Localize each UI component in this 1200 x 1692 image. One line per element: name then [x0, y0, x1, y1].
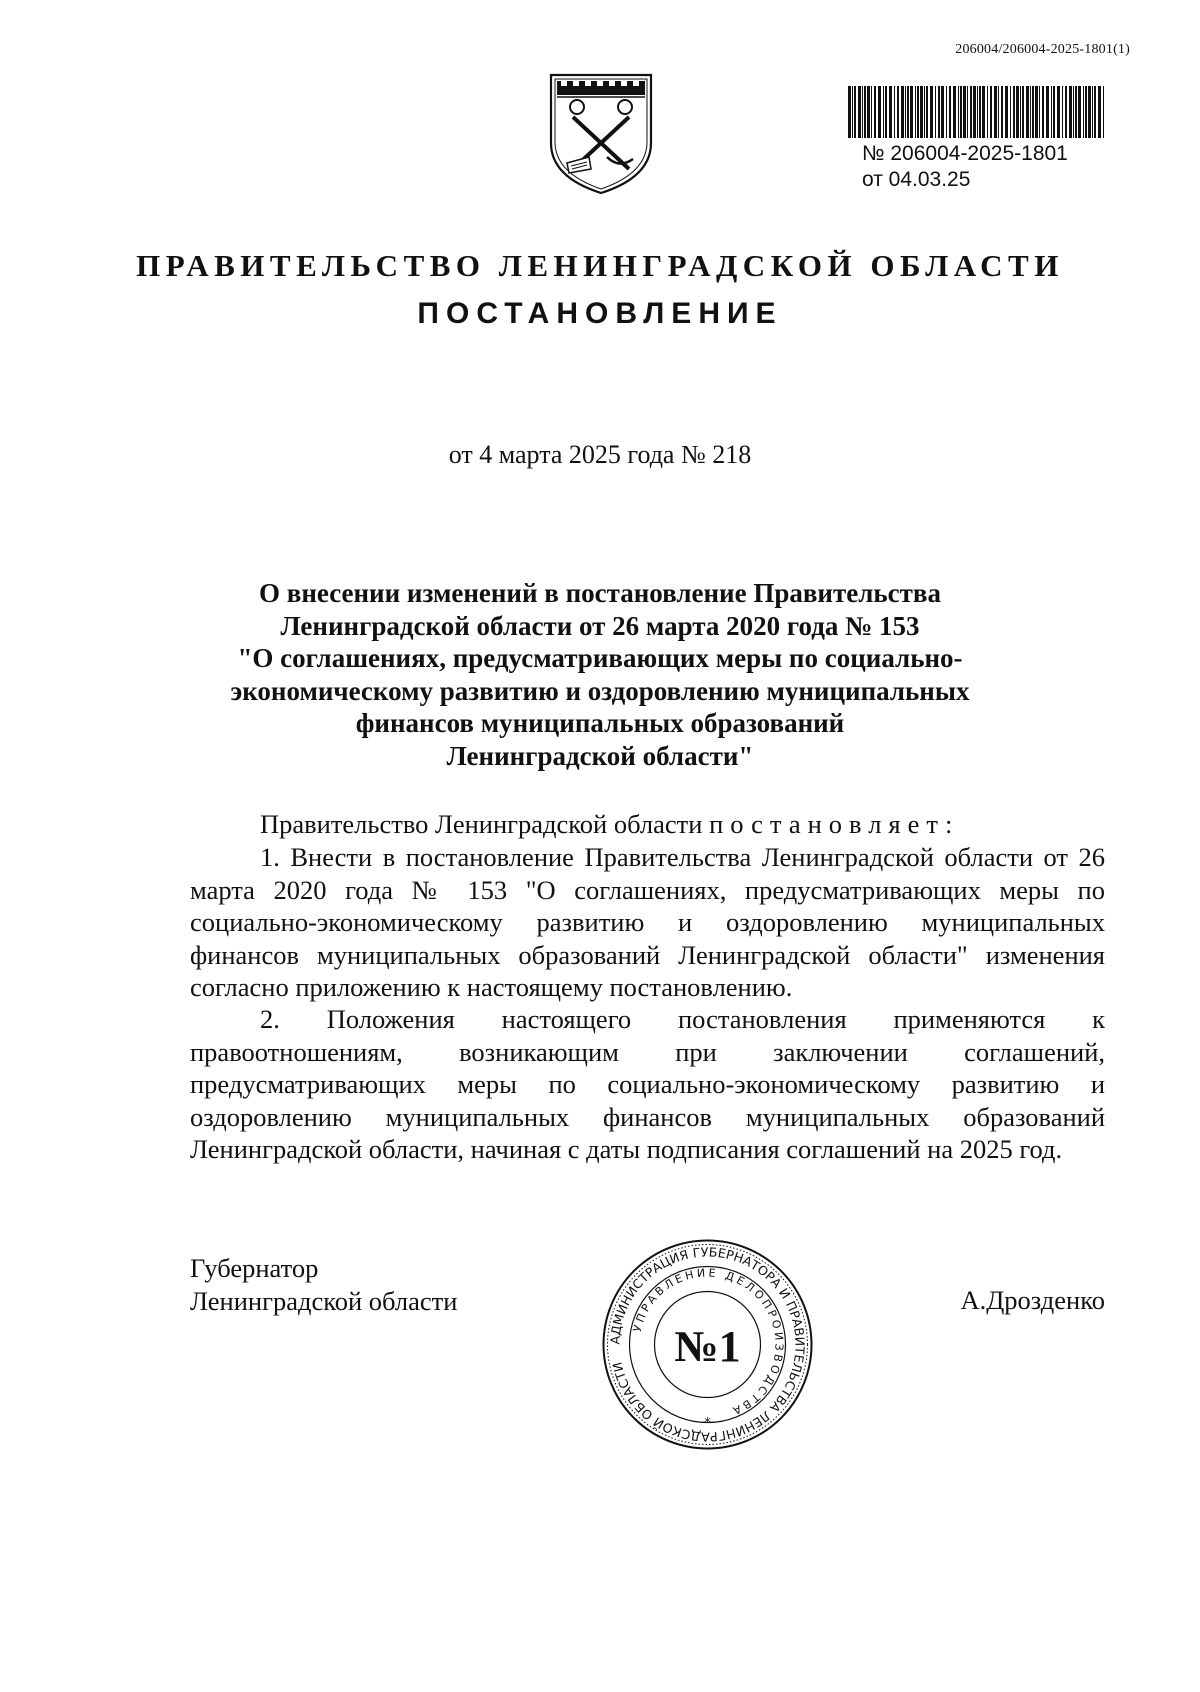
barcode-bar	[871, 86, 872, 138]
barcode-bar	[982, 86, 985, 138]
barcode-bar	[1035, 86, 1038, 138]
signatory-title-line: Ленинградской области	[190, 1285, 458, 1316]
barcode-icon	[848, 86, 1108, 138]
barcode-bar	[901, 86, 904, 138]
barcode-bar	[897, 86, 899, 138]
barcode-bar	[867, 86, 870, 138]
barcode-bar	[1051, 86, 1052, 138]
document-date-number: от 4 марта 2025 года № 218	[448, 440, 752, 469]
barcode-bar	[920, 86, 923, 138]
subject-line: Ленинградской области от 26 марта 2020 года № 153	[280, 610, 920, 641]
barcode-bar	[990, 86, 992, 138]
barcode-bar	[1078, 86, 1081, 138]
barcode-bar	[994, 86, 997, 138]
barcode-bar	[935, 86, 936, 138]
svg-text:*: *	[704, 1416, 711, 1431]
barcode-bar	[1088, 86, 1091, 138]
barcode-bar	[1062, 86, 1063, 138]
official-seal	[600, 1237, 815, 1452]
signatory-title-line: Губернатор	[190, 1253, 319, 1283]
barcode-bar	[858, 86, 861, 138]
barcode-bar	[1022, 86, 1024, 138]
barcode-bar	[1053, 86, 1055, 138]
barcode-bar	[926, 86, 928, 138]
barcode-bar	[852, 86, 853, 138]
barcode-bar	[885, 86, 887, 138]
barcode-bar	[1005, 86, 1008, 138]
barcode-bar	[1032, 86, 1034, 138]
barcode-bar	[1094, 86, 1096, 138]
document-id: 206004/206004-2025-1801(1)	[955, 42, 1130, 57]
barcode-bar	[1026, 86, 1029, 138]
document-subject	[200, 577, 1000, 772]
barcode-bar	[1042, 86, 1044, 138]
barcode-bar	[1057, 86, 1060, 138]
barcode-bar	[938, 86, 940, 138]
barcode-bar	[1046, 86, 1049, 138]
registration-date: от 04.03.25	[862, 168, 971, 191]
barcode-bar	[1016, 86, 1019, 138]
barcode-bar	[1013, 86, 1015, 138]
barcode-bar	[953, 86, 956, 138]
barcode-bar	[1085, 86, 1087, 138]
barcode-bar	[998, 86, 999, 138]
barcode-bar	[1103, 86, 1104, 138]
barcode-bar	[979, 86, 981, 138]
barcode-bar	[930, 86, 933, 138]
subject-line: Ленинградской области"	[446, 740, 754, 771]
clause-1: 1. Внести в постановление Правительства Ленинградской области от 26 марта 2020 года № 153 "О соглашениях, предусматривающих меры по социально-экономическому развитию и оздоровлению муниципальных финансов муниципальных образований Ленинградской области" изменения согласно приложению к настоящему постановлению.	[190, 842, 1105, 1002]
barcode-bar	[963, 86, 966, 138]
subject-line: "О соглашениях, предусматривающих меры по социально-	[237, 643, 963, 673]
barcode-bar	[924, 86, 925, 138]
signatory-title	[190, 1252, 457, 1317]
barcode-bar	[917, 86, 919, 138]
barcode-bar	[848, 86, 851, 138]
registration-number: № 206004-2025-1801	[862, 142, 1068, 165]
barcode-bar	[905, 86, 906, 138]
preamble-verb: постановляет:	[709, 809, 960, 839]
barcode-bar	[1039, 86, 1040, 138]
barcode-bar	[907, 86, 909, 138]
subject-line: экономическому развитию и оздоровлению муниципальных	[230, 675, 970, 706]
preamble-lead: Правительство Ленинградской области	[260, 809, 703, 839]
barcode-bar	[883, 86, 884, 138]
barcode-bar	[960, 86, 962, 138]
barcode-bar	[1001, 86, 1003, 138]
subject-line: О внесении изменений в постановление Правительства	[259, 578, 941, 608]
barcode-bar	[864, 86, 866, 138]
seal-inner-text: УПРАВЛЕНИЕ ДЕЛОПРОИЗВОДСТВА	[630, 1266, 786, 1419]
subject-line: финансов муниципальных образований	[355, 708, 845, 738]
barcode-bar	[949, 86, 951, 138]
barcode-bar	[1030, 86, 1031, 138]
barcode-bar	[878, 86, 881, 138]
barcode-bar	[874, 86, 876, 138]
barcode-bar	[862, 86, 863, 138]
barcode-bar	[915, 86, 916, 138]
barcode-bar	[946, 86, 947, 138]
organization-title: ПРАВИТЕЛЬСТВО ЛЕНИНГРАДСКОЙ ОБЛАСТИ	[136, 248, 1064, 283]
barcode-bar	[967, 86, 968, 138]
coat-of-arms-icon	[545, 65, 657, 197]
clause-2: 2. Положения настоящего постановления применяются к правоотношениям, возникающим при заключении соглашений, предусматривающих меры по социально-экономическому развитию и оздоровлению муниципальных финансов муниципальных образований Ленинградской области, начиная с даты подписания соглашений на 2025 год.	[190, 1004, 1105, 1164]
barcode-bar	[1065, 86, 1067, 138]
seal-number: №1	[674, 1322, 741, 1371]
barcode-bar	[1083, 86, 1084, 138]
barcode-bar	[1075, 86, 1077, 138]
barcode-bar	[1010, 86, 1011, 138]
seal-outer-text: АДМИНИСТРАЦИЯ ГУБЕРНАТОРА И ПРАВИТЕЛЬСТВА ЛЕНИНГРАДСКОЙ ОБЛАСТИ	[607, 1244, 808, 1445]
barcode-bar	[987, 86, 988, 138]
barcode-bar	[1020, 86, 1021, 138]
document-type: ПОСТАНОВЛЕНИЕ	[417, 297, 783, 330]
barcode-bar	[1069, 86, 1072, 138]
barcode-bar	[973, 86, 976, 138]
barcode-bar	[894, 86, 895, 138]
barcode-bar	[958, 86, 959, 138]
signatory-name: А.Дрозденко	[960, 1285, 1105, 1315]
preamble	[190, 808, 1105, 841]
barcode-bar	[889, 86, 892, 138]
barcode-bar	[977, 86, 978, 138]
barcode-bar	[970, 86, 972, 138]
barcode-bar	[910, 86, 913, 138]
barcode-bar	[1073, 86, 1074, 138]
barcode-bar	[941, 86, 944, 138]
barcode-bar	[854, 86, 856, 138]
barcode-bar	[1098, 86, 1101, 138]
barcode-bar	[1092, 86, 1093, 138]
